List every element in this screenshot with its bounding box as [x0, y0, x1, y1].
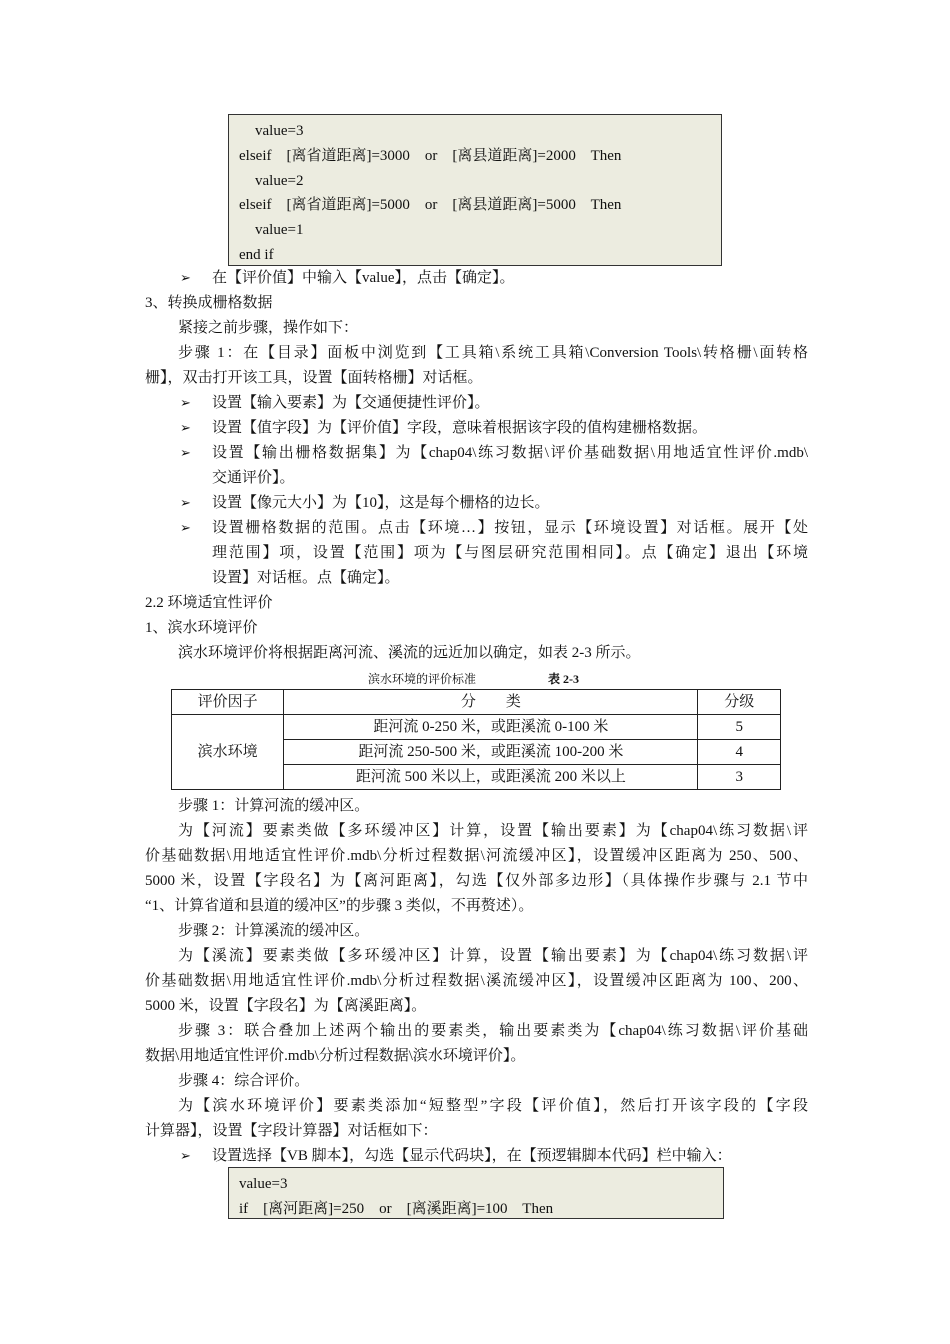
step-2-line-1: 为【溪流】要素类做【多环缓冲区】计算，设置【输出要素】为【chap04\练习数据\评	[178, 948, 808, 964]
code-line: value=3	[239, 1176, 288, 1192]
step-2-title: 步骤 2：计算溪流的缓冲区。	[178, 923, 370, 939]
table-class-cell: 距河流 0-250 米，或距溪流 0-100 米	[284, 715, 698, 740]
bullet-output-line-1: 设置【输出栅格数据集】为【chap04\练习数据\评价基础数据\用地适宜性评价.mdb\	[212, 445, 808, 461]
step-1-title: 步骤 1：计算河流的缓冲区。	[178, 798, 370, 814]
step-2-line-3: 5000 米，设置【字段名】为【离溪距离】。	[145, 998, 427, 1014]
bullet-vb-script: 设置选择【VB 脚本】，勾选【显示代码块】，在【预逻辑脚本代码】栏中输入：	[212, 1148, 732, 1164]
step-4-line-1: 为【滨水环境评价】要素类添加“短整型”字段【评价值】，然后打开该字段的【字段	[178, 1098, 808, 1114]
code-block-2	[228, 1167, 724, 1219]
step-1-line-2: 价基础数据\用地适宜性评价.mdb\分析过程数据\河流缓冲区】，设置缓冲区距离为 250、500、	[145, 848, 808, 864]
section-heading-water: 1、滨水环境评价	[145, 620, 258, 636]
bullet-extent-line-1: 设置栅格数据的范围。点击【环境…】按钮，显示【环境设置】对话框。展开【处	[212, 520, 808, 536]
table-caption: 滨水环境的评价标准	[368, 672, 477, 686]
section-heading-convert: 3、转换成栅格数据	[145, 295, 273, 311]
bullet-value-field: 设置【值字段】为【评价值】字段，意味着根据该字段的值构建栅格数据。	[212, 420, 708, 436]
bullet-output-line-2: 交通评价】。	[212, 470, 295, 486]
step-3-line-2: 数据\用地适宜性评价.mdb\分析过程数据\滨水环境评价】。	[145, 1048, 526, 1064]
bullet-cell-size: 设置【像元大小】为【10】，这是每个栅格的边长。	[212, 495, 550, 511]
bullet-arrow-icon: ➢	[180, 496, 191, 511]
code-line: end if	[239, 246, 274, 263]
code-line: elseif [离省道距离]=3000 or [离县道距离]=2000 Then	[239, 147, 622, 164]
table-header-grade: 分级	[698, 690, 781, 715]
step-4-title: 步骤 4：综合评价。	[178, 1073, 310, 1089]
table-class-cell: 距河流 250-500 米，或距溪流 100-200 米	[284, 740, 698, 765]
bullet-arrow-icon: ➢	[180, 421, 191, 436]
bullet-input-value: 在【评价值】中输入【value】，点击【确定】。	[212, 270, 515, 286]
code-line: elseif [离省道距离]=5000 or [离县道距离]=5000 Then	[239, 197, 622, 214]
bullet-arrow-icon: ➢	[180, 446, 191, 461]
paragraph-follow: 紧接之前步骤，操作如下：	[178, 320, 359, 336]
code-line: if [离河距离]=250 or [离溪距离]=100 Then	[239, 1200, 554, 1217]
table-factor-cell: 滨水环境	[172, 715, 284, 790]
paragraph-water-intro: 滨水环境评价将根据距离河流、溪流的远近加以确定，如表 2-3 所示。	[178, 645, 641, 661]
bullet-extent-line-3: 设置】对话框。点【确定】。	[212, 570, 400, 586]
code-line: value=1	[255, 222, 304, 239]
table-header-row	[172, 690, 781, 715]
step-3-line-1: 步骤 3：联合叠加上述两个输出的要素类，输出要素类为【chap04\练习数据\评价基础	[178, 1023, 808, 1039]
code-block-1	[228, 114, 722, 266]
table-label: 表 2-3	[548, 672, 579, 686]
bullet-extent-line-2: 理范围】项，设置【范围】项为【与图层研究范围相同】。点【确定】退出【环境	[212, 545, 808, 561]
bullet-arrow-icon: ➢	[180, 521, 191, 536]
table-header-factor: 评价因子	[172, 690, 284, 715]
bullet-arrow-icon: ➢	[180, 271, 191, 286]
step-2-line-2: 价基础数据\用地适宜性评价.mdb\分析过程数据\溪流缓冲区】，设置缓冲区距离为 100、200、	[145, 973, 808, 989]
step-1-line-1: 为【河流】要素类做【多环缓冲区】计算，设置【输出要素】为【chap04\练习数据\评	[178, 823, 808, 839]
table-row	[172, 715, 781, 740]
step-raster-line-2: 栅】，双击打开该工具，设置【面转格栅】对话框。	[145, 370, 483, 386]
step-raster-line-1: 步骤 1：在【目录】面板中浏览到【工具箱\系统工具箱\Conversion Tools\转格栅\面转格	[178, 345, 808, 361]
code-line: value=2	[255, 172, 304, 189]
step-1-line-4: “1、计算省道和县道的缓冲区”的步骤 3 类似，不再赘述）。	[145, 898, 534, 914]
table-grade-cell: 4	[698, 740, 781, 765]
section-heading-2-2: 2.2 环境适宜性评价	[145, 595, 273, 611]
code-line: value=3	[255, 123, 304, 139]
table-class-cell: 距河流 500 米以上，或距溪流 200 米以上	[284, 765, 698, 790]
table-grade-cell: 3	[698, 765, 781, 790]
table-grade-cell: 5	[698, 715, 781, 740]
table-header-class: 分 类	[284, 690, 698, 715]
bullet-arrow-icon: ➢	[180, 396, 191, 411]
evaluation-table	[171, 689, 781, 790]
step-1-line-3: 5000 米，设置【字段名】为【离河距离】，勾选【仅外部多边形】（具体操作步骤与 2.1 节中	[145, 873, 808, 889]
bullet-arrow-icon: ➢	[180, 1149, 191, 1164]
step-4-line-2: 计算器】，设置【字段计算器】对话框如下：	[145, 1123, 438, 1139]
bullet-input-feature: 设置【输入要素】为【交通便捷性评价】。	[212, 395, 490, 411]
